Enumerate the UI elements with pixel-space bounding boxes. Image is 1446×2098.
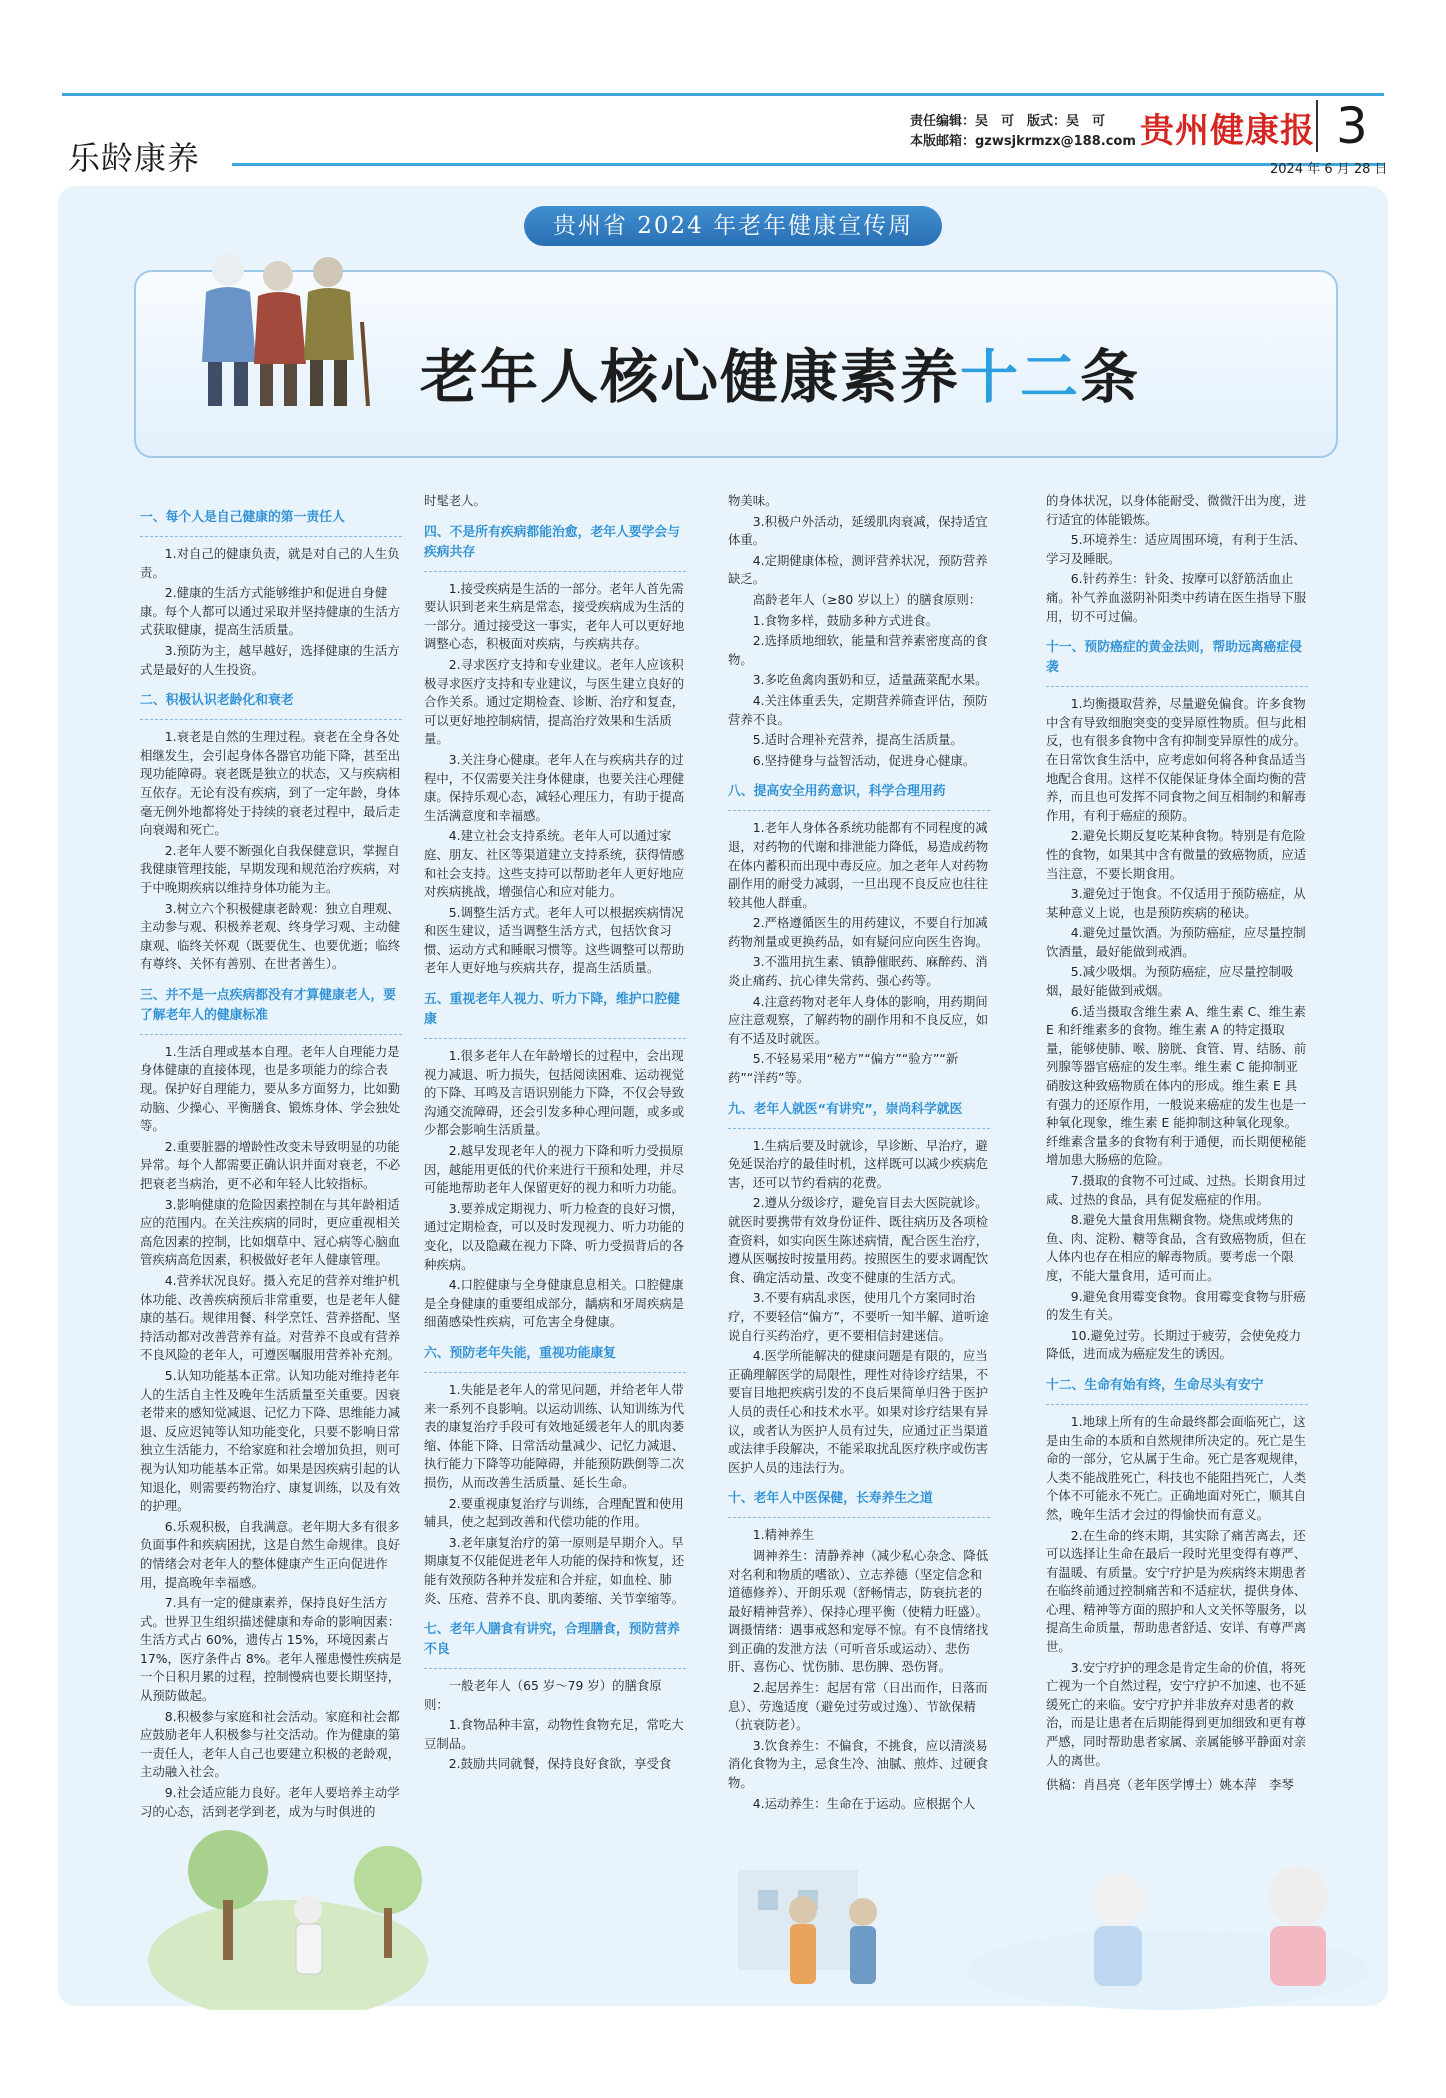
paragraph: 3.不滥用抗生素、镇静催眠药、麻醉药、消炎止痛药、抗心律失常药、强心药等。 xyxy=(728,954,988,989)
paragraph: 1.精神养生 xyxy=(752,1527,815,1543)
paragraph: 2.严格遵循医生的用药建议，不要自行加减药物剂量或更换药品，如有疑问应向医生咨询。 xyxy=(728,915,989,949)
section-title-11: 十一、预防癌症的黄金法则，帮助远离癌症侵袭 xyxy=(1046,638,1308,687)
paragraph: 调神养生：清静养神（减少私心杂念、降低对名利和物质的嗜欲）、立志养德（坚定信念和道德修养）、开朗乐观（舒畅情志，防衰抗老的最好精神营养）、保持心理平衡（使精力旺盛）。调摄情绪：遇事戒怒和宠辱不惊。有不良情绪找到正确的发泄方法（可听音乐或运动）、悲伤肝、喜伤心、忧伤肺、思伤脾、恐伤肾。 xyxy=(728,1547,989,1675)
paragraph: 5.减少吸烟。为预防癌症，应尽量控制吸烟，最好能做到戒烟。 xyxy=(1046,964,1294,999)
column-3 xyxy=(728,492,990,1815)
paragraph: 1.对自己的健康负责，就是对自己的人生负责。 xyxy=(140,546,400,580)
paragraph: 4.避免过量饮酒。为预防癌症，应尽量控制饮酒量，最好能做到戒酒。 xyxy=(1046,925,1306,959)
editor-line: 责任编辑：吴 可 版式：吴 可 xyxy=(910,114,1106,129)
paragraph: 4.注意药物对老年人身体的影响，用药期间应注意观察，了解药物的副作用和不良反应，如有不适及时就医。 xyxy=(728,993,989,1046)
paragraph: 4.定期健康体检，测评营养状况，预防营养缺乏。 xyxy=(728,552,988,587)
page-title xyxy=(420,330,1140,414)
paragraph: 1.老年人身体各系统功能都有不同程度的减退，对药物的代谢和排泄能力降低，易造成药物在体内蓄积而出现中毒反应。加之老年人对药物副作用的耐受力减弱，一旦出现不良反应也往往较其他人群重。 xyxy=(728,820,989,910)
paragraph: 6.坚持健身与益智活动，促进身心健康。 xyxy=(752,752,976,768)
paragraph: 1.地球上所有的生命最终都会面临死亡，这是由生命的本质和自然规律所决定的。死亡是生命的一部分，它从属于生命。死亡是客观规律，人类不能战胜死亡，科技也不能阻挡死亡，人类个体不可能永不死亡。正确地面对死亡，顺其自然，晚年生活才会过的得愉快而有意义。 xyxy=(1046,1413,1307,1522)
header-divider xyxy=(1316,100,1318,152)
paragraph: 2.起居养生：起居有常（日出而作，日落而息）、劳逸适度（避免过劳或过逸）、节欲保精（抗衰防老）。 xyxy=(728,1680,988,1733)
paragraph: 1.生病后要及时就诊，早诊断、早治疗，避免延误治疗的最佳时机，这样既可以减少疾病危害，还可以节约看病的花费。 xyxy=(728,1137,989,1190)
column-1 xyxy=(140,492,402,1823)
paragraph: 1.食物品种丰富，动物性食物充足，常吃大豆制品。 xyxy=(424,1717,684,1751)
paragraph: 4.医学所能解决的健康问题是有限的，应当正确理解医学的局限性，理性对待诊疗结果，不要盲目地把疾病引发的不良后果简单归咎于医护人员的责任心和技术水平。如果对诊疗结果有异议，或者认为医护人员有过失，应通过正当渠道或法律手段解决，不能采取扰乱医疗秩序或伤害医护人员的违法行为。 xyxy=(728,1348,989,1475)
paragraph: 1.食物多样，鼓励多种方式进食。 xyxy=(752,612,939,628)
section-title-2: 二、积极认识老龄化和衰老 xyxy=(140,691,402,720)
header-top-rule xyxy=(62,93,1384,96)
paragraph: 3.多吃鱼禽肉蛋奶和豆，适量蔬菜配水果。 xyxy=(752,672,988,688)
paragraph: 1.接受疾病是生活的一部分。老年人首先需要认识到老来生病是常态，接受疾病成为生活的一部分。通过接受这一事实，老年人可以更好地调整心态，积极面对疾病，与疾病共存。 xyxy=(424,580,685,652)
paragraph: 3.树立六个积极健康老龄观：独立自理观、主动参与观、积极养老观、终身学习观、主动健康观、临终关怀观（既要优生、也要优逝；临终有尊终、关怀有善别、在世者善生）。 xyxy=(140,900,401,972)
paragraph: 2.健康的生活方式能够维护和促进自身健康。每个人都可以通过采取并坚持健康的生活方式获取健康，提高生活质量。 xyxy=(140,585,401,638)
paragraph: 4.建立社会支持系统。老年人可以通过家庭、朋友、社区等渠道建立支持系统，获得情感和社会支持。这些支持可以帮助老年人更好地应对疾病挑战，增强信心和应对能力。 xyxy=(424,828,685,900)
paragraph: 3.预防为主，越早越好，选择健康的生活方式是最好的人生投资。 xyxy=(140,642,400,677)
event-banner: 贵州省 2024 年老年健康宣传周 xyxy=(524,206,942,246)
paragraph: 2.老年人要不断强化自我保健意识，掌握自我健康管理技能，早期发现和规范治疗疾病，对于中晚期疾病以维持身体功能为主。 xyxy=(140,842,401,895)
paragraph: 4.运动养生：生命在于运动。应根据个人 xyxy=(752,1795,976,1811)
paragraph: 2.在生命的终末期，其实除了痛苦离去，还可以选择让生命在最后一段时光里变得有尊严、有温暖、有质量。安宁疗护是为疾病终末期患者在临终前通过控制痛苦和不适症状，提供身体、心理、精神等方面的照护和人文关怀等服务，以提高生命质量，帮助患者舒适、安详、有尊严离世。 xyxy=(1046,1527,1307,1655)
paragraph: 3.避免过于饱食。不仅适用于预防癌症，从某种意义上说，也是预防疾病的秘诀。 xyxy=(1046,886,1306,920)
section-title-6: 六、预防老年失能，重视功能康复 xyxy=(424,1344,686,1373)
paragraph: 4.关注体重丢失，定期营养筛查评估，预防营养不良。 xyxy=(728,692,988,727)
paragraph: 1.很多老年人在年龄增长的过程中，会出现视力减退、听力损失，包括阅读困难、运动视觉的下降、耳鸣及言语识别能力下降，不仅会导致沟通交流障碍，还会引发多种心理问题，或多或少都会影响生活质量。 xyxy=(424,1048,685,1138)
title-main: 老年人核心健康素养 xyxy=(420,343,961,411)
paragraph: 5.环境养生：适应周围环境，有利于生活、学习及睡眠。 xyxy=(1046,532,1306,566)
paragraph: 时髦老人。 xyxy=(424,493,486,508)
title-accent: 十二 xyxy=(960,343,1081,411)
section-title-3: 三、并不是一点疾病都没有才算健康老人，要了解老年人的健康标准 xyxy=(140,986,402,1035)
paragraph: 3.安宁疗护的理念是肯定生命的价值，将死亡视为一个自然过程，安宁疗护不加速、也不延缓死亡的来临。安宁疗护并非放弃对患者的救治，而是让患者在后期能得到更加细致和更有尊严感，同时帮助患者家属、亲属能够平静面对亲人的离世。 xyxy=(1046,1659,1307,1768)
section-title-9: 九、老年人就医“有讲究”，崇尚科学就医 xyxy=(728,1100,990,1129)
credit-line: 供稿：肖昌亮（老年医学博士）姚本萍 李琴 xyxy=(1046,1777,1294,1793)
section-title-5: 五、重视老年人视力、听力下降，维护口腔健康 xyxy=(424,990,686,1039)
paragraph: 1.均衡摄取营养，尽量避免偏食。许多食物中含有导致细胞突变的变异原性物质。但与此相反，也有很多食物中含有抑制变异原性的成分。在日常饮食生活中，应考虑如何将各种食品适当地配合食用。这样不仅能保证身体全面均衡的营养，而且也可发挥不同食物之间互相制约和解毒作用，有利于癌症的预防。 xyxy=(1046,696,1307,823)
paragraph: 高龄老年人（≥80 岁以上）的膳食原则： xyxy=(752,591,982,607)
paragraph: 一般老年人（65 岁～79 岁）的膳食原则： xyxy=(424,1678,662,1712)
paragraph: 8.积极参与家庭和社会活动。家庭和社会都应鼓励老年人积极参与社交活动。作为健康的第一责任人，老年人自己也要建立积极的老龄观，主动融入社会。 xyxy=(140,1708,401,1780)
paragraph: 2.寻求医疗支持和专业建议。老年人应该积极寻求医疗支持和专业建议，与医生建立良好的合作关系。通过定期检查、诊断、治疗和复查，可以更好地控制病情，提高治疗效果和生活质量。 xyxy=(424,656,685,747)
newspaper-logo: 贵州健康报 xyxy=(1140,111,1315,151)
paragraph: 7.摄取的食物不可过咸、过热。长期食用过咸、过热的食品，具有促发癌症的作用。 xyxy=(1046,1173,1306,1207)
paragraph: 3.关注身心健康。老年人在与疾病共存的过程中，不仅需要关注身体健康，也要关注心理健康。保持乐观心态，减轻心理压力，有助于提高生活满意度和幸福感。 xyxy=(424,751,685,823)
paragraph: 6.适当摄取含维生素 A、维生素 C、维生素 E 和纤维素多的食物。维生素 A 的特定摄取量，能够使肺、喉、膀胱、食管、胃、结肠、前列腺等器官癌症的发生率。维生素 C 能抑制亚硝胺这种致癌物质在体内的形成。维生素 E 具有强力的还原作用，一般说来癌症的发生也是一种氧化现象，维生素 E 能抑制这种氧化现象。纤维素含量多的食物有利于通便，而长期便秘能增加患大肠癌的危险。 xyxy=(1046,1003,1307,1168)
paragraph: 5.适时合理补充营养，提高生活质量。 xyxy=(752,732,963,748)
paragraph: 9.避免食用霉变食物。食用霉变食物与肝癌的发生有关。 xyxy=(1046,1288,1306,1323)
paragraph: 4.口腔健康与全身健康息息相关。口腔健康是全身健康的重要组成部分，龋病和牙周疾病是细菌感染性疾病，可危害全身健康。 xyxy=(424,1277,685,1330)
paragraph: 1.生活自理或基本自理。老年人自理能力是身体健康的直接体现，也是多项能力的综合表现。保护好自理能力，要从多方面努力，比如勤动脑、少操心、平衡膳食、锻炼身体、学会独处等。 xyxy=(140,1043,401,1134)
paragraph: 2.遵从分级诊疗，避免盲目去大医院就诊。就医时要携带有效身份证件、既往病历及各项检查资料，如实向医生陈述病情，配合医生治疗，遵从医嘱按时按量用药。按照医生的要求调配饮食、确定活动量、改变不健康的生活方式。 xyxy=(728,1195,989,1285)
paragraph: 7.具有一定的健康素养，保持良好生活方式。世界卫生组织描述健康和寿命的影响因素：生活方式占 60%，遗传占 15%，环境因素占 17%，医疗条件占 8%。老年人罹患慢性疾病是一个日积月累的过程，控制慢病也要长期坚持，从预防做起。 xyxy=(140,1595,402,1704)
paragraph: 10.避免过劳。长期过于疲劳，会使免疫力降低，进而成为癌症发生的诱因。 xyxy=(1046,1327,1302,1362)
section-title-12: 十二、生命有始有终，生命尽头有安宁 xyxy=(1046,1376,1308,1405)
paragraph: 6.乐观积极，自我满意。老年期大多有很多负面事件和疾病困扰，这是自然生命规律。良好的情绪会对老年人的整体健康产生正向促进作用，提高晚年幸福感。 xyxy=(140,1518,401,1590)
paragraph: 3.不要有病乱求医，使用几个方案同时治疗，不要轻信“偏方”，不要听一知半解、道听途说自行买药治疗，更不要相信封建迷信。 xyxy=(728,1290,989,1343)
paragraph: 2.重要脏器的增龄性改变未导致明显的功能异常。每个人都需要正确认识并面对衰老，不必把衰老当病治，更不必和年轻人比较指标。 xyxy=(140,1138,401,1192)
publication-date: 2024 年 6 月 28 日 xyxy=(1270,162,1388,177)
bottom-illustration-icon xyxy=(58,1800,1388,2010)
paragraph: 的身体状况，以身体能耐受、微微汗出为度，进行适宜的体能锻炼。 xyxy=(1046,493,1307,527)
paragraph: 2.要重视康复治疗与训练，合理配置和使用辅具，使之起到改善和代偿功能的作用。 xyxy=(424,1495,684,1530)
section-title-1: 一、每个人是自己健康的第一责任人 xyxy=(140,508,402,537)
elders-illustration-icon xyxy=(168,242,388,412)
paragraph: 5.认知功能基本正常。认知功能对维持老年人的生活自主性及晚年生活质量至关重要。因衰老带来的感知觉减退、记忆力下降、思维能力减退、反应迟钝等认知功能变化，只要不影响日常独立生活能力，不给家庭和社会增加负担，则可视为认知功能基本正常。如果是因疾病引起的认知退化，则需要药物治疗、康复训练，以及有效的护理。 xyxy=(140,1367,401,1514)
paragraph: 4.营养状况良好。摄入充足的营养对维护机体功能、改善疾病预后非常重要，也是老年人健康的基石。规律用餐、科学烹饪、营养搭配、坚持活动都对改善营养有益。对营养不良或有营养不良风险的老年人，可遵医嘱服用营养补充剂。 xyxy=(140,1273,401,1363)
section-rule xyxy=(232,163,1384,166)
title-tail: 条 xyxy=(1080,343,1141,411)
paragraph: 3.积极户外活动，延缓肌肉衰减，保持适宜体重。 xyxy=(728,513,988,548)
paragraph: 1.衰老是自然的生理过程。衰老在全身各处相继发生，会引起身体各器官功能下降，甚至出现功能障碍。衰老既是独立的状态，又与疾病相互依存。无论有没有疾病，到了一定年龄，身体毫无例外地都将处于持续的衰老过程中，最后走向衰竭和死亡。 xyxy=(140,729,401,838)
section-title-7: 七、老年人膳食有讲究，合理膳食，预防营养不良 xyxy=(424,1620,686,1669)
paragraph: 2.越早发现老年人的视力下降和听力受损原因，越能用更低的代价来进行干预和处理，并尽可能地帮助老年人保留更好的视力和听力功能。 xyxy=(424,1143,685,1196)
column-2 xyxy=(424,492,686,1776)
paragraph: 5.调整生活方式。老年人可以根据疾病情况和医生建议，适当调整生活方式，包括饮食习惯、运动方式和睡眠习惯等。这些调整可以帮助老年人更好地与疾病共存，提高生活质量。 xyxy=(424,904,685,976)
paragraph: 3.老年康复治疗的第一原则是早期介入。早期康复不仅能促进老年人功能的保持和恢复，还能有效预防各种并发症和合并症，如血栓、肺炎、压疮、营养不良、肌肉萎缩、关节挛缩等。 xyxy=(424,1534,685,1606)
paragraph: 6.针药养生：针灸、按摩可以舒筋活血止痛。补气养血滋阴补阳类中药请在医生指导下服用，切不可过偏。 xyxy=(1046,571,1307,624)
paragraph: 2.鼓励共同就餐，保持良好食欲，享受食 xyxy=(448,1756,672,1772)
paragraph: 9.社会适应能力良好。老年人要培养主动学习的心态，活到老学到老，成为与时俱进的 xyxy=(140,1785,400,1819)
paragraph: 8.避免大量食用焦糊食物。烧焦或烤焦的鱼、肉、淀粉、糖等食品，含有致癌物质，但在人体内也存在相应的解毒物质。要考虑一个限度，不能大量食用，适可而止。 xyxy=(1046,1212,1307,1283)
paragraph: 2.选择质地细软，能量和营养素密度高的食物。 xyxy=(728,633,988,667)
paragraph: 3.影响健康的危险因素控制在与其年龄相适应的范围内。在关注疾病的同时，更应重视相关高危因素的控制，比如烟草中、冠心病等心脑血管疾病高危因素，积极做好老年人健康管理。 xyxy=(140,1196,401,1268)
page-number: 3 xyxy=(1336,97,1368,155)
section-title-10: 十、老年人中医保健，长寿养生之道 xyxy=(728,1489,990,1518)
paragraph: 物美味。 xyxy=(728,493,778,508)
editor-info xyxy=(910,112,1136,152)
section-title-8: 八、提高安全用药意识，科学合理用药 xyxy=(728,782,990,811)
section-label: 乐龄康养 xyxy=(68,139,201,177)
email-line: 本版邮箱：gzwsjkrmzx@188.com xyxy=(910,134,1136,149)
paragraph: 3.要养成定期视力、听力检查的良好习惯，通过定期检查，可以及时发现视力、听力功能的变化，以及隐藏在视力下降、听力受损背后的各种疾病。 xyxy=(424,1200,685,1272)
paragraph: 3.饮食养生：不偏食，不挑食，应以清淡易消化食物为主，忌食生冷、油腻、煎炸、过硬食物。 xyxy=(728,1737,989,1791)
paragraph: 2.避免长期反复吃某种食物。特别是有危险性的食物，如果其中含有微量的致癌物质，应适当注意，不要长期食用。 xyxy=(1046,828,1307,881)
paragraph: 5.不轻易采用“秘方”“偏方”“验方”“新药”“洋药”等。 xyxy=(728,1051,959,1086)
section-title-4: 四、不是所有疾病都能治愈，老年人要学会与疾病共存 xyxy=(424,523,686,572)
paragraph: 1.失能是老年人的常见问题，并给老年人带来一系列不良影响。以运动训练、认知训练为代表的康复治疗手段可有效地延缓老年人的肌肉萎缩、体能下降、日常活动量减少、记忆力减退、执行能力下降等功能障碍，并能预防跌倒等二次损伤，从而改善生活质量、延长生命。 xyxy=(424,1381,685,1490)
column-4 xyxy=(1046,492,1308,1797)
